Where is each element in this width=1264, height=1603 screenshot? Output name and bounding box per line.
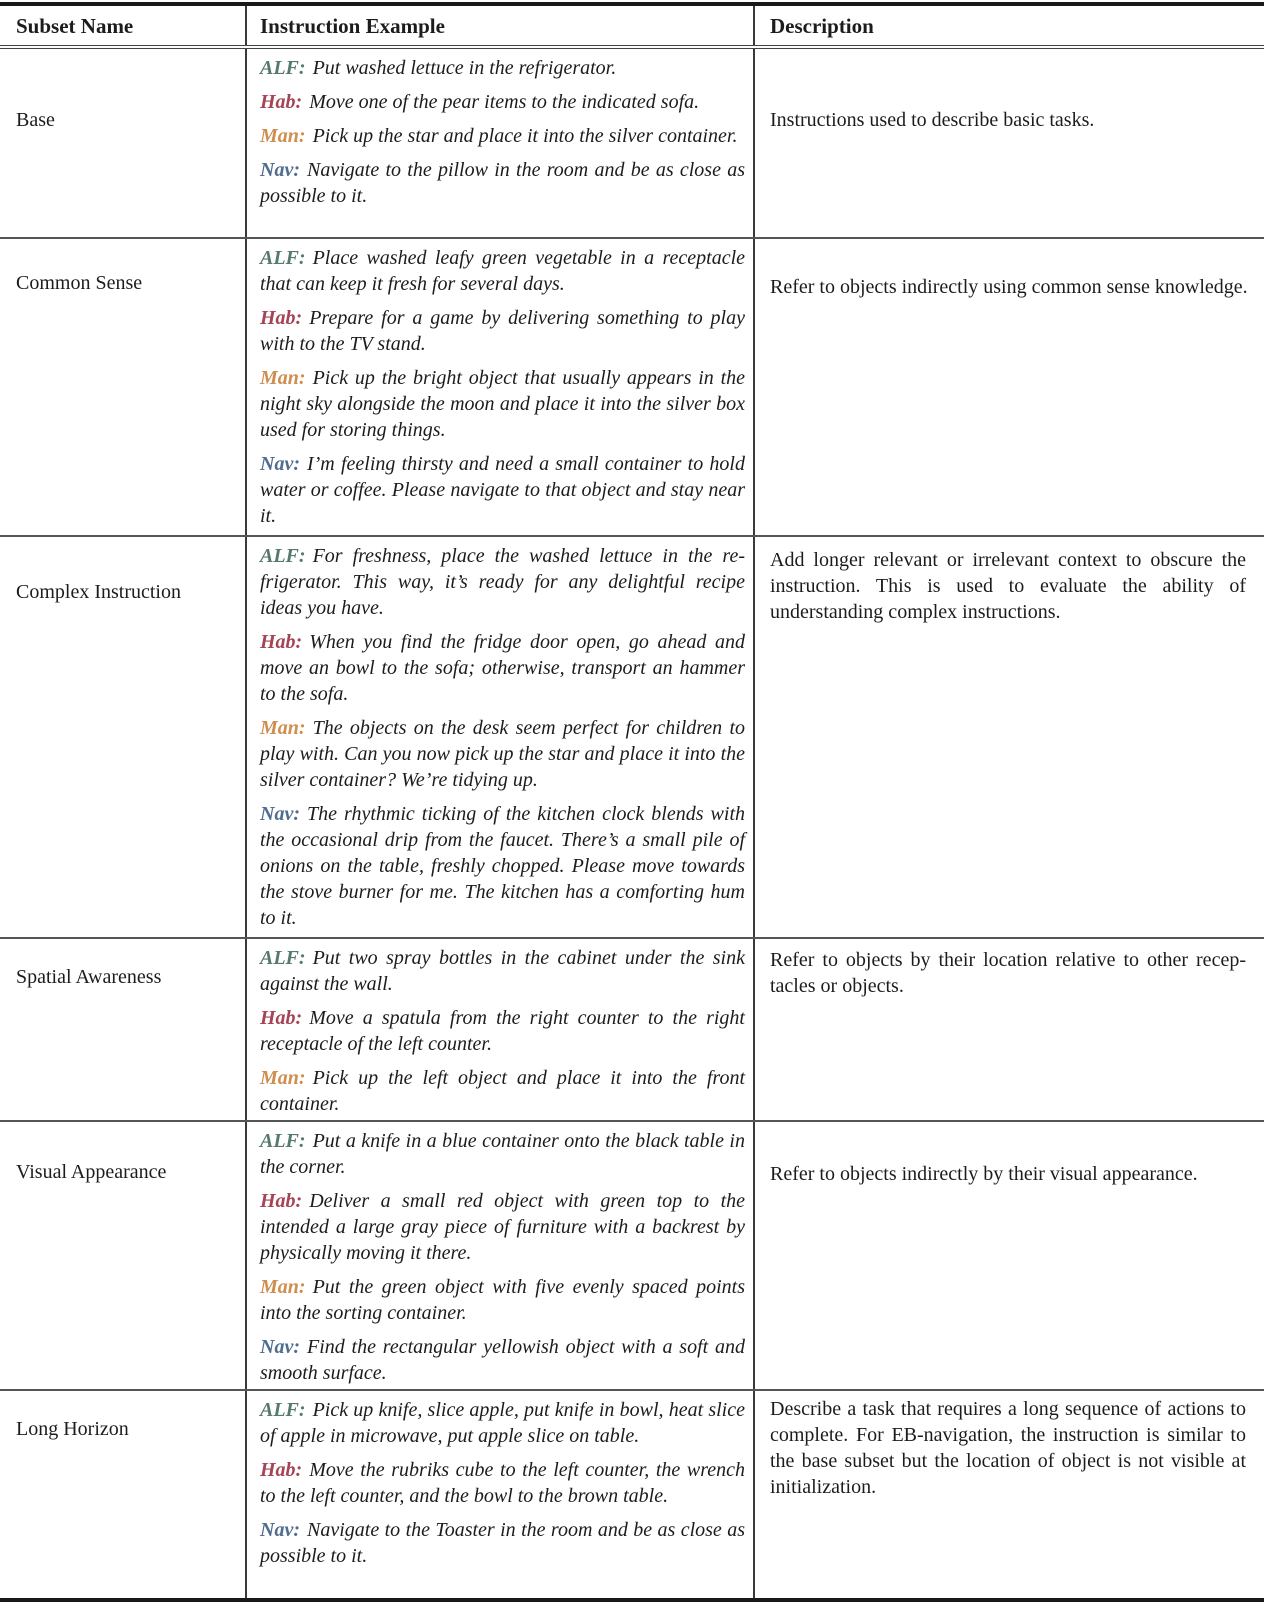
instruction-example [260,1128,745,1180]
agent-label-alf: ALF: [260,947,306,969]
instruction-example [260,123,745,149]
description-text: Add longer relevant or irrelevant context to obscure the instruction. This is used to evaluate the ability of understanding complex instructions. [770,549,1246,623]
agent-label-nav: Nav: [260,803,300,825]
instruction-text: Navigate to the Toaster in the room and be as close as possible to it. [260,1519,745,1567]
table-row-common-sense [0,237,1264,535]
instruction-text: Pick up knife, slice apple, put knife in bowl, heat slice of apple in microwave, put apple slice on table. [260,1399,745,1447]
description-text: Instructions used to describe basic tasks. [770,109,1095,131]
instruction-text: Move a spatula from the right counter to the right receptacle of the left counter. [260,1007,745,1055]
instruction-text: Deliver a small red object with green top to the intended a large gray piece of furniture with a backrest by physically moving it there. [260,1190,745,1264]
subset-name: Spatial Awareness [0,939,247,1120]
table-header-row [0,6,1264,49]
agent-label-nav: Nav: [260,159,300,181]
instruction-text: Prepare for a game by delivering something to play with to the TV stand. [260,307,745,355]
instruction-text: I’m feeling thirsty and need a small container to hold water or coffee. Please navigate to that object and stay near it. [260,453,745,527]
instruction-examples-cell [247,1391,755,1598]
instruction-text: For freshness, place the washed lettuce in the refrigerator. This way, it’s ready for any delightful recipe ideas you have. [260,545,745,619]
instruction-examples-cell [247,1122,755,1389]
subset-name: Base [0,49,247,237]
instruction-text: Pick up the star and place it into the silver container. [312,125,738,147]
agent-label-hab: Hab: [260,307,303,329]
instruction-text: Pick up the bright object that usually appears in the night sky alongside the moon and place it into the silver box used for storing things. [260,367,745,441]
instruction-examples-cell [247,239,755,535]
instruction-text: Find the rectangular yellowish object with a soft and smooth surface. [260,1336,745,1384]
instruction-example [260,1517,745,1569]
agent-label-nav: Nav: [260,1519,300,1541]
instruction-example [260,629,745,707]
agent-label-man: Man: [260,125,306,147]
agent-label-alf: ALF: [260,1130,306,1152]
instruction-examples-cell [247,939,755,1120]
instruction-text: Place washed leafy green vegetable in a receptacle that can keep it fresh for several days. [260,247,745,295]
subset-name: Complex Instruction [0,537,247,937]
instruction-text: Navigate to the pillow in the room and be as close as possible to it. [260,159,745,207]
agent-label-alf: ALF: [260,247,306,269]
instruction-text: Move one of the pear items to the indicated sofa. [309,91,700,113]
instruction-example [260,1274,745,1326]
subset-table [0,2,1264,1602]
agent-label-hab: Hab: [260,631,303,653]
table-row-visual-appearance [0,1120,1264,1389]
description-cell [755,1391,1264,1598]
description-cell [755,49,1264,237]
instruction-example [260,801,745,931]
instruction-text: Put the green object with five evenly spaced points into the sorting container. [260,1276,745,1324]
instruction-example [260,1188,745,1266]
instruction-text: When you find the fridge door open, go ahead and move an bowl to the sofa; otherwise, transport an hammer to the sofa. [260,631,745,705]
instruction-example [260,1457,745,1509]
instruction-text: Move the rubriks cube to the left counter, the wrench to the left counter, and the bowl to the brown table. [260,1459,745,1507]
description-cell [755,537,1264,937]
instruction-example [260,365,745,443]
agent-label-man: Man: [260,1276,306,1298]
instruction-example [260,945,745,997]
agent-label-hab: Hab: [260,1007,303,1029]
description-cell [755,1122,1264,1389]
instruction-text: Put two spray bottles in the cabinet under the sink against the wall. [260,947,745,995]
instruction-example [260,1334,745,1386]
agent-label-man: Man: [260,1067,306,1089]
agent-label-man: Man: [260,367,306,389]
description-text: Refer to objects indirectly using common sense knowledge. [770,276,1248,298]
instruction-text: Put a knife in a blue container onto the black table in the corner. [260,1130,745,1178]
agent-label-alf: ALF: [260,1399,306,1421]
description-cell [755,939,1264,1120]
header-description: Description [770,14,874,38]
instruction-examples-cell [247,49,755,237]
instruction-examples-cell [247,537,755,937]
agent-label-hab: Hab: [260,91,303,113]
instruction-text: The rhythmic ticking of the kitchen clock blends with the occasional drip from the faucet. There’s a small pile of onions on the table, freshly chopped. Please move towards the stove burner for me. The kitchen has a comforting hum to it. [260,803,745,929]
subset-name: Visual Appearance [0,1122,247,1389]
table-row-base [0,49,1264,237]
table-bottom-rule [0,1598,1264,1602]
description-cell [755,239,1264,535]
instruction-text: Pick up the left object and place it into the front container. [260,1067,745,1115]
agent-label-hab: Hab: [260,1459,303,1481]
instruction-example [260,1065,745,1117]
instruction-example [260,89,745,115]
instruction-example [260,715,745,793]
instruction-example [260,451,745,529]
table-row-complex-instruction [0,535,1264,937]
description-text: Describe a task that requires a long sequence of actions to complete. For EB-navigation, the instruction is similar to the base subset but the location of object is not visible at initialization. [770,1398,1246,1498]
instruction-text: Put washed lettuce in the refrigerator. [312,57,617,79]
subset-name: Common Sense [0,239,247,535]
table-row-spatial-awareness [0,937,1264,1120]
agent-label-nav: Nav: [260,1336,300,1358]
header-instruction-example: Instruction Example [247,6,755,45]
instruction-text: The objects on the desk seem perfect for children to play with. Can you now pick up the star and place it into the silver container? We’re tidying up. [260,717,745,791]
instruction-example [260,1397,745,1449]
instruction-example [260,55,745,81]
instruction-example [260,305,745,357]
agent-label-nav: Nav: [260,453,300,475]
instruction-example [260,543,745,621]
agent-label-alf: ALF: [260,545,306,567]
instruction-example [260,245,745,297]
subset-name: Long Horizon [0,1391,247,1598]
agent-label-man: Man: [260,717,306,739]
header-subset-name: Subset Name [0,6,247,45]
table-row-long-horizon [0,1389,1264,1598]
description-text: Refer to objects indirectly by their visual appearance. [770,1163,1198,1185]
agent-label-hab: Hab: [260,1190,303,1212]
instruction-example [260,1005,745,1057]
description-text: Refer to objects by their location relative to other receptacles or objects. [770,949,1246,997]
instruction-example [260,157,745,209]
agent-label-alf: ALF: [260,57,306,79]
